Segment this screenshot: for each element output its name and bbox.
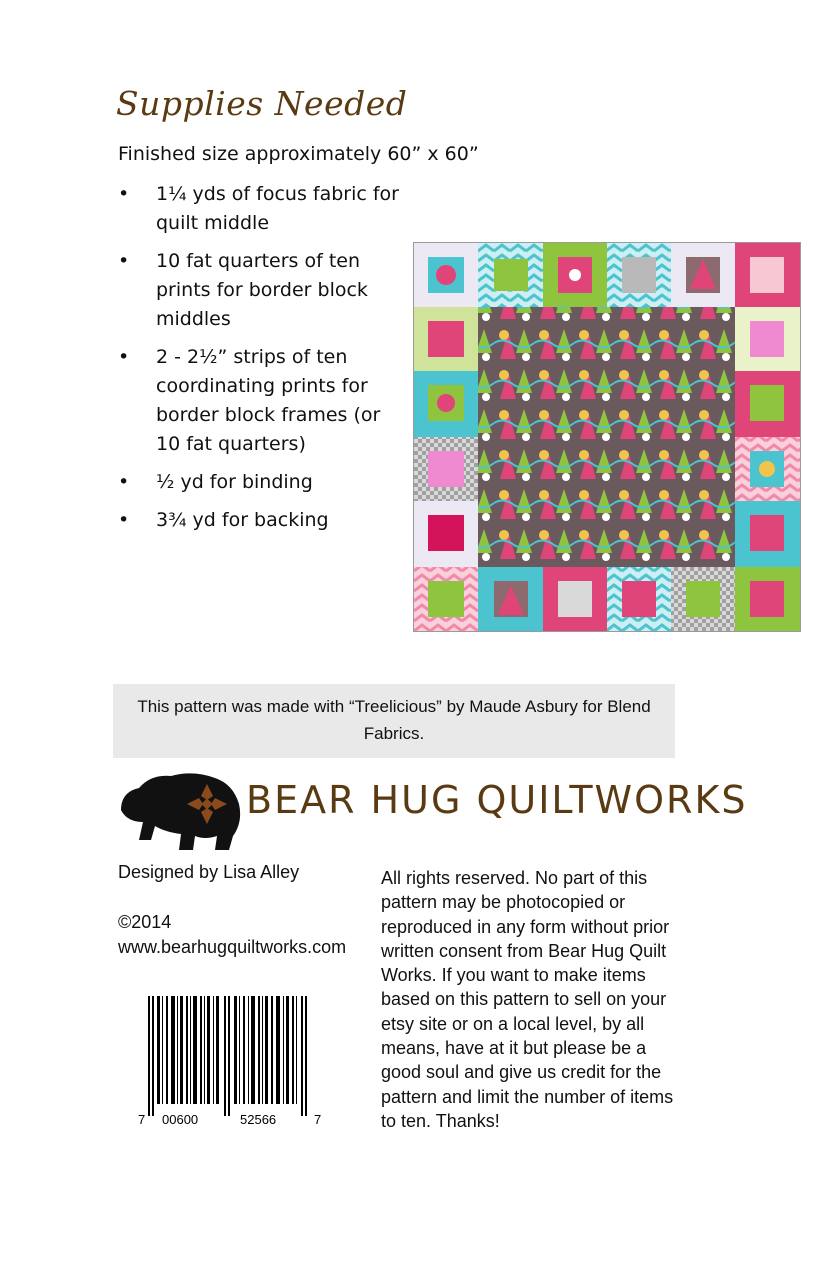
list-item bbox=[116, 180, 406, 238]
supply-text: 1¼ yds of focus fabric for quilt middle bbox=[156, 183, 399, 234]
website-url: www.bearhugquiltworks.com bbox=[118, 937, 347, 957]
barcode bbox=[138, 996, 328, 1132]
bullet-icon: • bbox=[118, 250, 130, 272]
fabric-credit: This pattern was made with “Treelicious” by Maude Asbury for Blend Fabrics. bbox=[137, 697, 651, 743]
supply-text: ½ yd for binding bbox=[156, 471, 313, 493]
supply-text: 3¾ yd for backing bbox=[156, 509, 329, 531]
supply-text: 2 - 2½” strips of ten coordinating prints for border block frames (or 10 fat quarters) bbox=[156, 346, 381, 455]
bullet-icon: • bbox=[118, 471, 130, 493]
designer-credit: Designed by Lisa Alley bbox=[118, 862, 300, 882]
list-item bbox=[116, 468, 406, 497]
barcode-first-digit: 7 bbox=[138, 1112, 146, 1127]
list-item bbox=[116, 343, 406, 459]
bear-logo-icon bbox=[115, 770, 245, 852]
fabric-credit-box bbox=[113, 684, 675, 758]
brand-name: BEAR HUG QUILTWORKS bbox=[246, 778, 748, 822]
finished-size: Finished size approximately 60” x 60” bbox=[118, 143, 479, 165]
copyright-block bbox=[118, 910, 346, 960]
barcode-bars bbox=[148, 996, 307, 1116]
barcode-left-digits: 00600 bbox=[162, 1112, 199, 1127]
bullet-icon: • bbox=[118, 183, 130, 205]
rights-statement: All rights reserved. No part of this pattern may be photocopied or reproduced in any form without prior written consent from Bear Hug Quilt Works. If you want to make items based on this pattern to sell on your etsy site or on a local level, by all means, have at it but please be a good soul and give us credit for the pattern and limit the number of items to ten. Thanks! bbox=[381, 868, 674, 1131]
bullet-icon: • bbox=[118, 509, 130, 531]
copyright-year: ©2014 bbox=[118, 912, 172, 932]
supplies-list bbox=[116, 180, 406, 544]
page-title: Supplies Needed bbox=[116, 84, 408, 123]
barcode-right-digits: 52566 bbox=[240, 1112, 277, 1127]
supply-text: 10 fat quarters of ten prints for border block middles bbox=[156, 250, 368, 330]
barcode-last-digit: 7 bbox=[314, 1112, 322, 1127]
quilt-image bbox=[413, 242, 801, 632]
list-item bbox=[116, 506, 406, 535]
list-item bbox=[116, 247, 406, 334]
bullet-icon: • bbox=[118, 346, 130, 368]
